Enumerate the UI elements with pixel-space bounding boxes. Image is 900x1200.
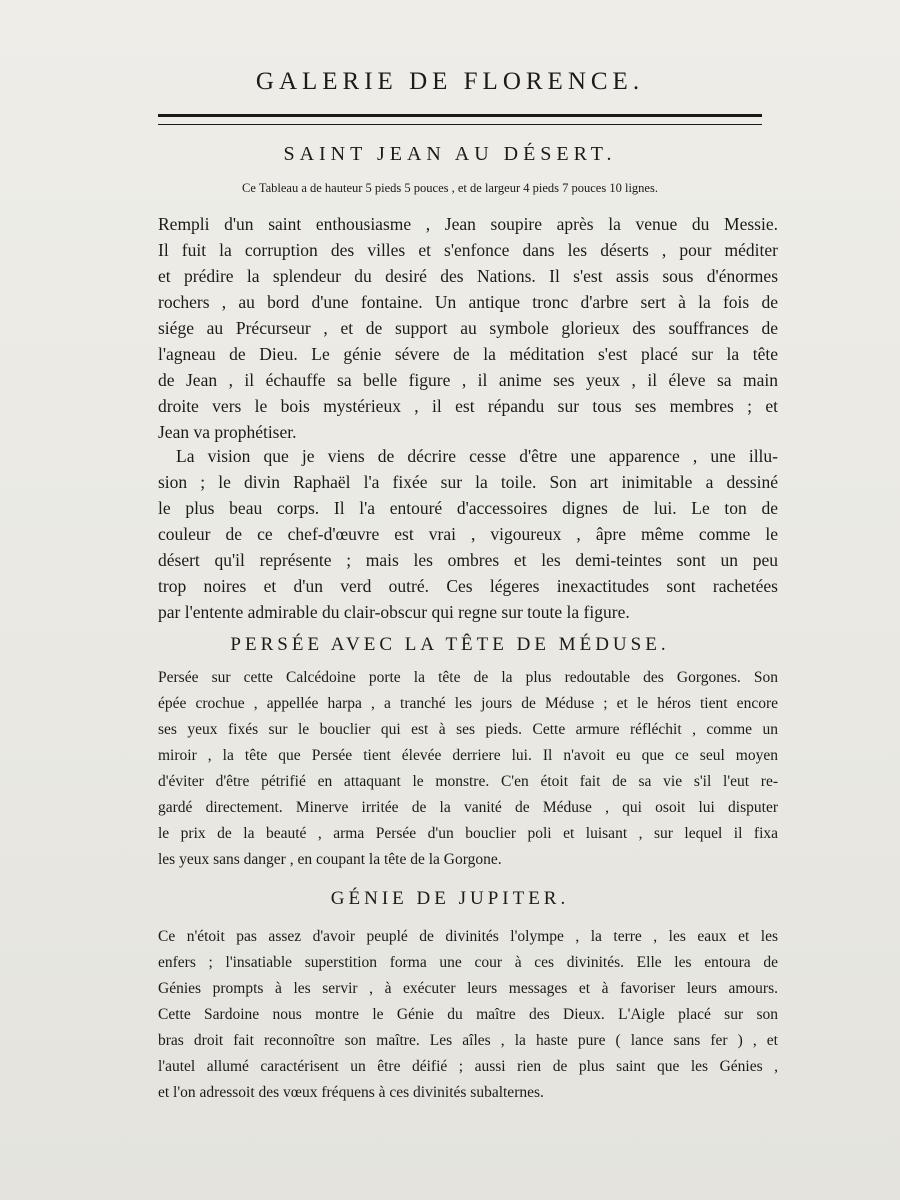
header-rule-thick bbox=[158, 114, 762, 117]
text-line: l'autel allumé caractérisent un être déifié ; aussi rien de plus saint que les Génies , bbox=[158, 1058, 778, 1075]
text-line: le plus beau corps. Il l'a entouré d'accessoires dignes de lui. Le ton de bbox=[158, 498, 778, 518]
section-title-genie: GÉNIE DE JUPITER. bbox=[330, 888, 570, 909]
text-line: gardé directement. Minerve irritée de la vanité de Méduse , qui osoit lui disputer bbox=[158, 799, 778, 816]
text-line: épée crochue , appellée harpa , a tranché les jours de Méduse ; et le héros tient encore bbox=[158, 695, 778, 712]
text-line: Génies prompts à les servir , à exécuter leurs messages et à favoriser leurs amours. bbox=[158, 980, 778, 997]
text-line: Persée sur cette Calcédoine porte la tête de la plus redoutable des Gorgones. Son bbox=[158, 669, 778, 686]
painting-dimensions: Ce Tableau a de hauteur 5 pieds 5 pouces , et de largeur 4 pieds 7 pouces 10 lignes. bbox=[242, 181, 658, 195]
paragraph-persee bbox=[158, 665, 778, 873]
section-title-persee: PERSÉE AVEC LA TÊTE DE MÉDUSE. bbox=[230, 634, 670, 655]
text-line: d'éviter d'être pétrifié en attaquant le monstre. C'en étoit fait de sa vie s'il l'eut re- bbox=[158, 773, 778, 790]
text-line: Rempli d'un saint enthousiasme , Jean soupire après la venue du Messie. bbox=[158, 214, 778, 234]
text-line: ses yeux fixés sur le bouclier qui est à ses pieds. Cette armure réfléchit , comme un bbox=[158, 721, 778, 738]
running-header: GALERIE DE FLORENCE. bbox=[255, 68, 645, 95]
paragraph-saint-jean-2 bbox=[158, 443, 778, 625]
text-line: désert qu'il représente ; mais les ombres et les demi-teintes sont un peu bbox=[158, 550, 778, 570]
text-line: bras droit fait reconnoître son maître. Les aîles , la haste pure ( lance sans fer ) , et bbox=[158, 1032, 778, 1049]
text-line: couleur de ce chef-d'œuvre est vrai , vigoureux , âpre même comme le bbox=[158, 524, 778, 544]
text-line: et prédire la splendeur du desiré des Nations. Il s'est assis sous d'énormes bbox=[158, 266, 778, 286]
text-line: Ce n'étoit pas assez d'avoir peuplé de divinités l'olympe , la terre , les eaux et les bbox=[158, 928, 778, 945]
text-line: le prix de la beauté , arma Persée d'un bouclier poli et luisant , sur lequel il fixa bbox=[158, 825, 778, 842]
text-line: Jean va prophétiser. bbox=[158, 422, 297, 442]
header-rule-thin bbox=[158, 124, 762, 125]
text-line: siége au Précurseur , et de support au symbole glorieux des souffrances de bbox=[158, 318, 778, 338]
text-line: par l'entente admirable du clair-obscur qui regne sur toute la figure. bbox=[158, 602, 630, 622]
text-line: Il fuit la corruption des villes et s'enfonce dans les déserts , pour méditer bbox=[158, 240, 778, 260]
text-line: droite vers le bois mystérieux , il est répandu sur tous ses membres ; et bbox=[158, 396, 778, 416]
text-line: trop noires et d'un verd outré. Ces légeres inexactitudes sont rachetées bbox=[158, 576, 778, 596]
text-line: rochers , au bord d'une fontaine. Un antique tronc d'arbre sert à la fois de bbox=[158, 292, 778, 312]
text-line: sion ; le divin Raphaël l'a fixée sur la toile. Son art inimitable a dessiné bbox=[158, 472, 778, 492]
text-line: les yeux sans danger , en coupant la tête de la Gorgone. bbox=[158, 851, 502, 868]
text-line: miroir , la tête que Persée tient élevée derriere lui. Il n'avoit eu que ce seul moyen bbox=[158, 747, 778, 764]
text-line: l'agneau de Dieu. Le génie sévere de la méditation s'est placé sur la tête bbox=[158, 344, 778, 364]
text-line: La vision que je viens de décrire cesse d'être une apparence , une illu- bbox=[176, 446, 778, 466]
text-line: et l'on adressoit des vœux fréquens à ces divinités subalternes. bbox=[158, 1084, 544, 1101]
section-title-saint-jean: SAINT JEAN AU DÉSERT. bbox=[283, 143, 617, 165]
text-line: enfers ; l'insatiable superstition forma une cour à ces divinités. Elle les entoura de bbox=[158, 954, 778, 971]
text-line: Cette Sardoine nous montre le Génie du maître des Dieux. L'Aigle placé sur son bbox=[158, 1006, 778, 1023]
paragraph-saint-jean-1 bbox=[158, 211, 778, 445]
paragraph-genie bbox=[158, 924, 778, 1106]
text-line: de Jean , il échauffe sa belle figure , il anime ses yeux , il éleve sa main bbox=[158, 370, 778, 390]
